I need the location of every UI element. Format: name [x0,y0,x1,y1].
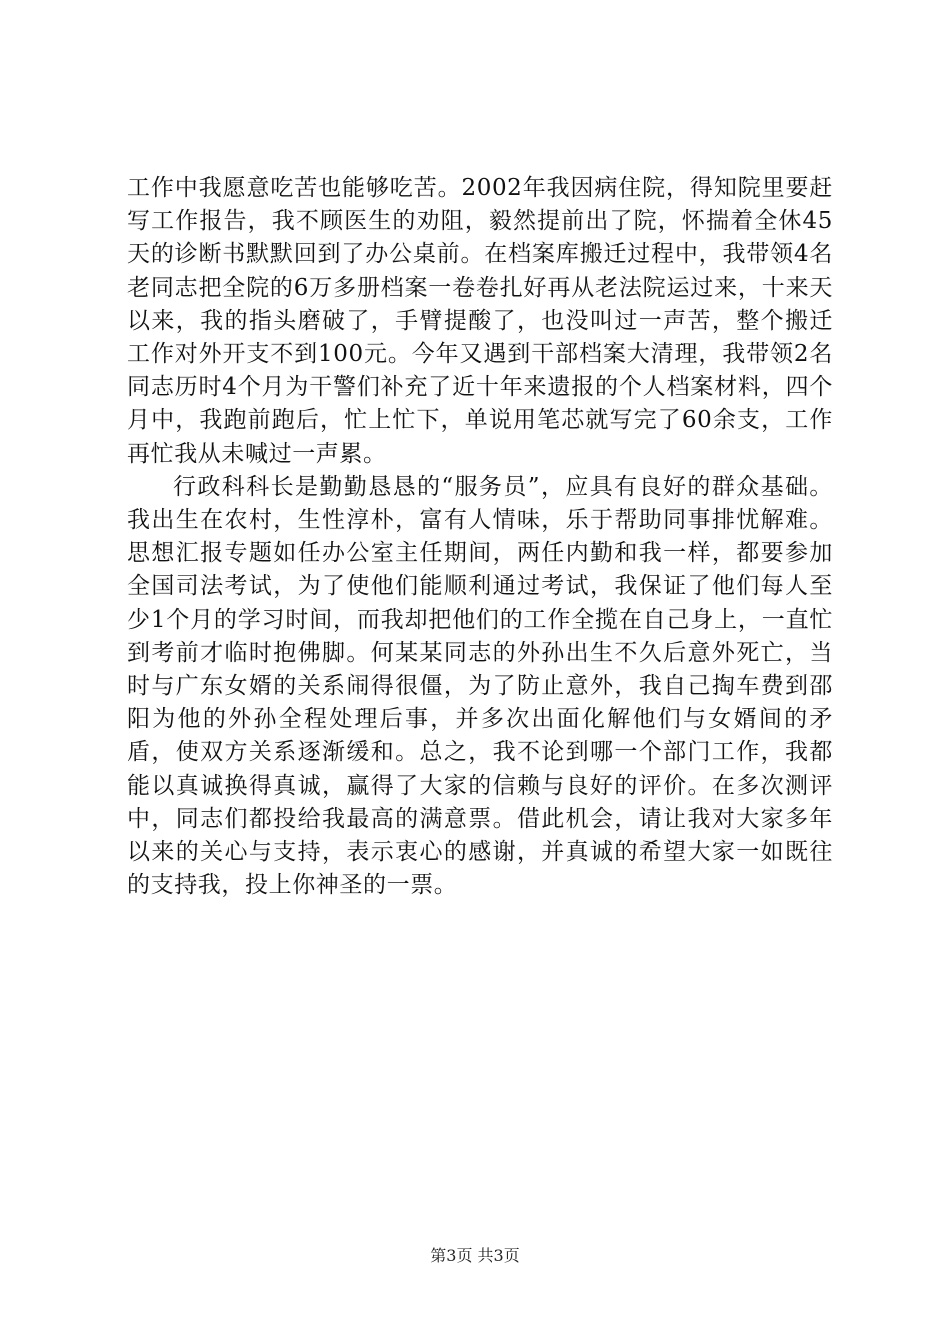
paragraph-2: 行政科科长是勤勤恳恳的“服务员”，应具有良好的群众基础。我出生在农村，生性淳朴，富有人情味，乐于帮助同事排忧解难。思想汇报专题如任办公室主任期间，两任内勤和我一样，都要参加全国司法考试，为了使他们能顺利通过考试，我保证了他们每人至少1个月的学习时间，而我却把他们的工作全揽在自己身上，一直忙到考前才临时抱佛脚。何某某同志的外孙出生不久后意外死亡，当时与广东女婿的关系闹得很僵，为了防止意外，我自己掏车费到邵阳为他的外孙全程处理后事，并多次出面化解他们与女婿间的矛盾，使双方关系逐渐缓和。总之，我不论到哪一个部门工作，我都能以真诚换得真诚，赢得了大家的信赖与良好的评价。在多次测评中，同志们都投给我最高的满意票。借此机会，请让我对大家多年以来的关心与支持，表示衷心的感谢，并真诚的希望大家一如既往的支持我，投上你神圣的一票。 [127,473,833,899]
page-footer: 第3页 共3页 [430,1246,520,1265]
document-body [127,172,833,902]
paragraph-1: 工作中我愿意吃苦也能够吃苦。2002年我因病住院，得知院里要赶写工作报告，我不顾医生的劝阻，毅然提前出了院，怀揣着全休45天的诊断书默默回到了办公桌前。在档案库搬迁过程中，我带领4名老同志把全院的6万多册档案一卷卷扎好再从老法院运过来，十来天以来，我的指头磨破了，手臂提酸了，也没叫过一声苦，整个搬迁工作对外开支不到100元。今年又遇到干部档案大清理，我带领2名同志历时4个月为干警们补充了近十年来遗报的个人档案材料，四个月中，我跑前跑后，忙上忙下，单说用笔芯就写完了60余支，工作再忙我从未喊过一声累。 [127,175,833,467]
